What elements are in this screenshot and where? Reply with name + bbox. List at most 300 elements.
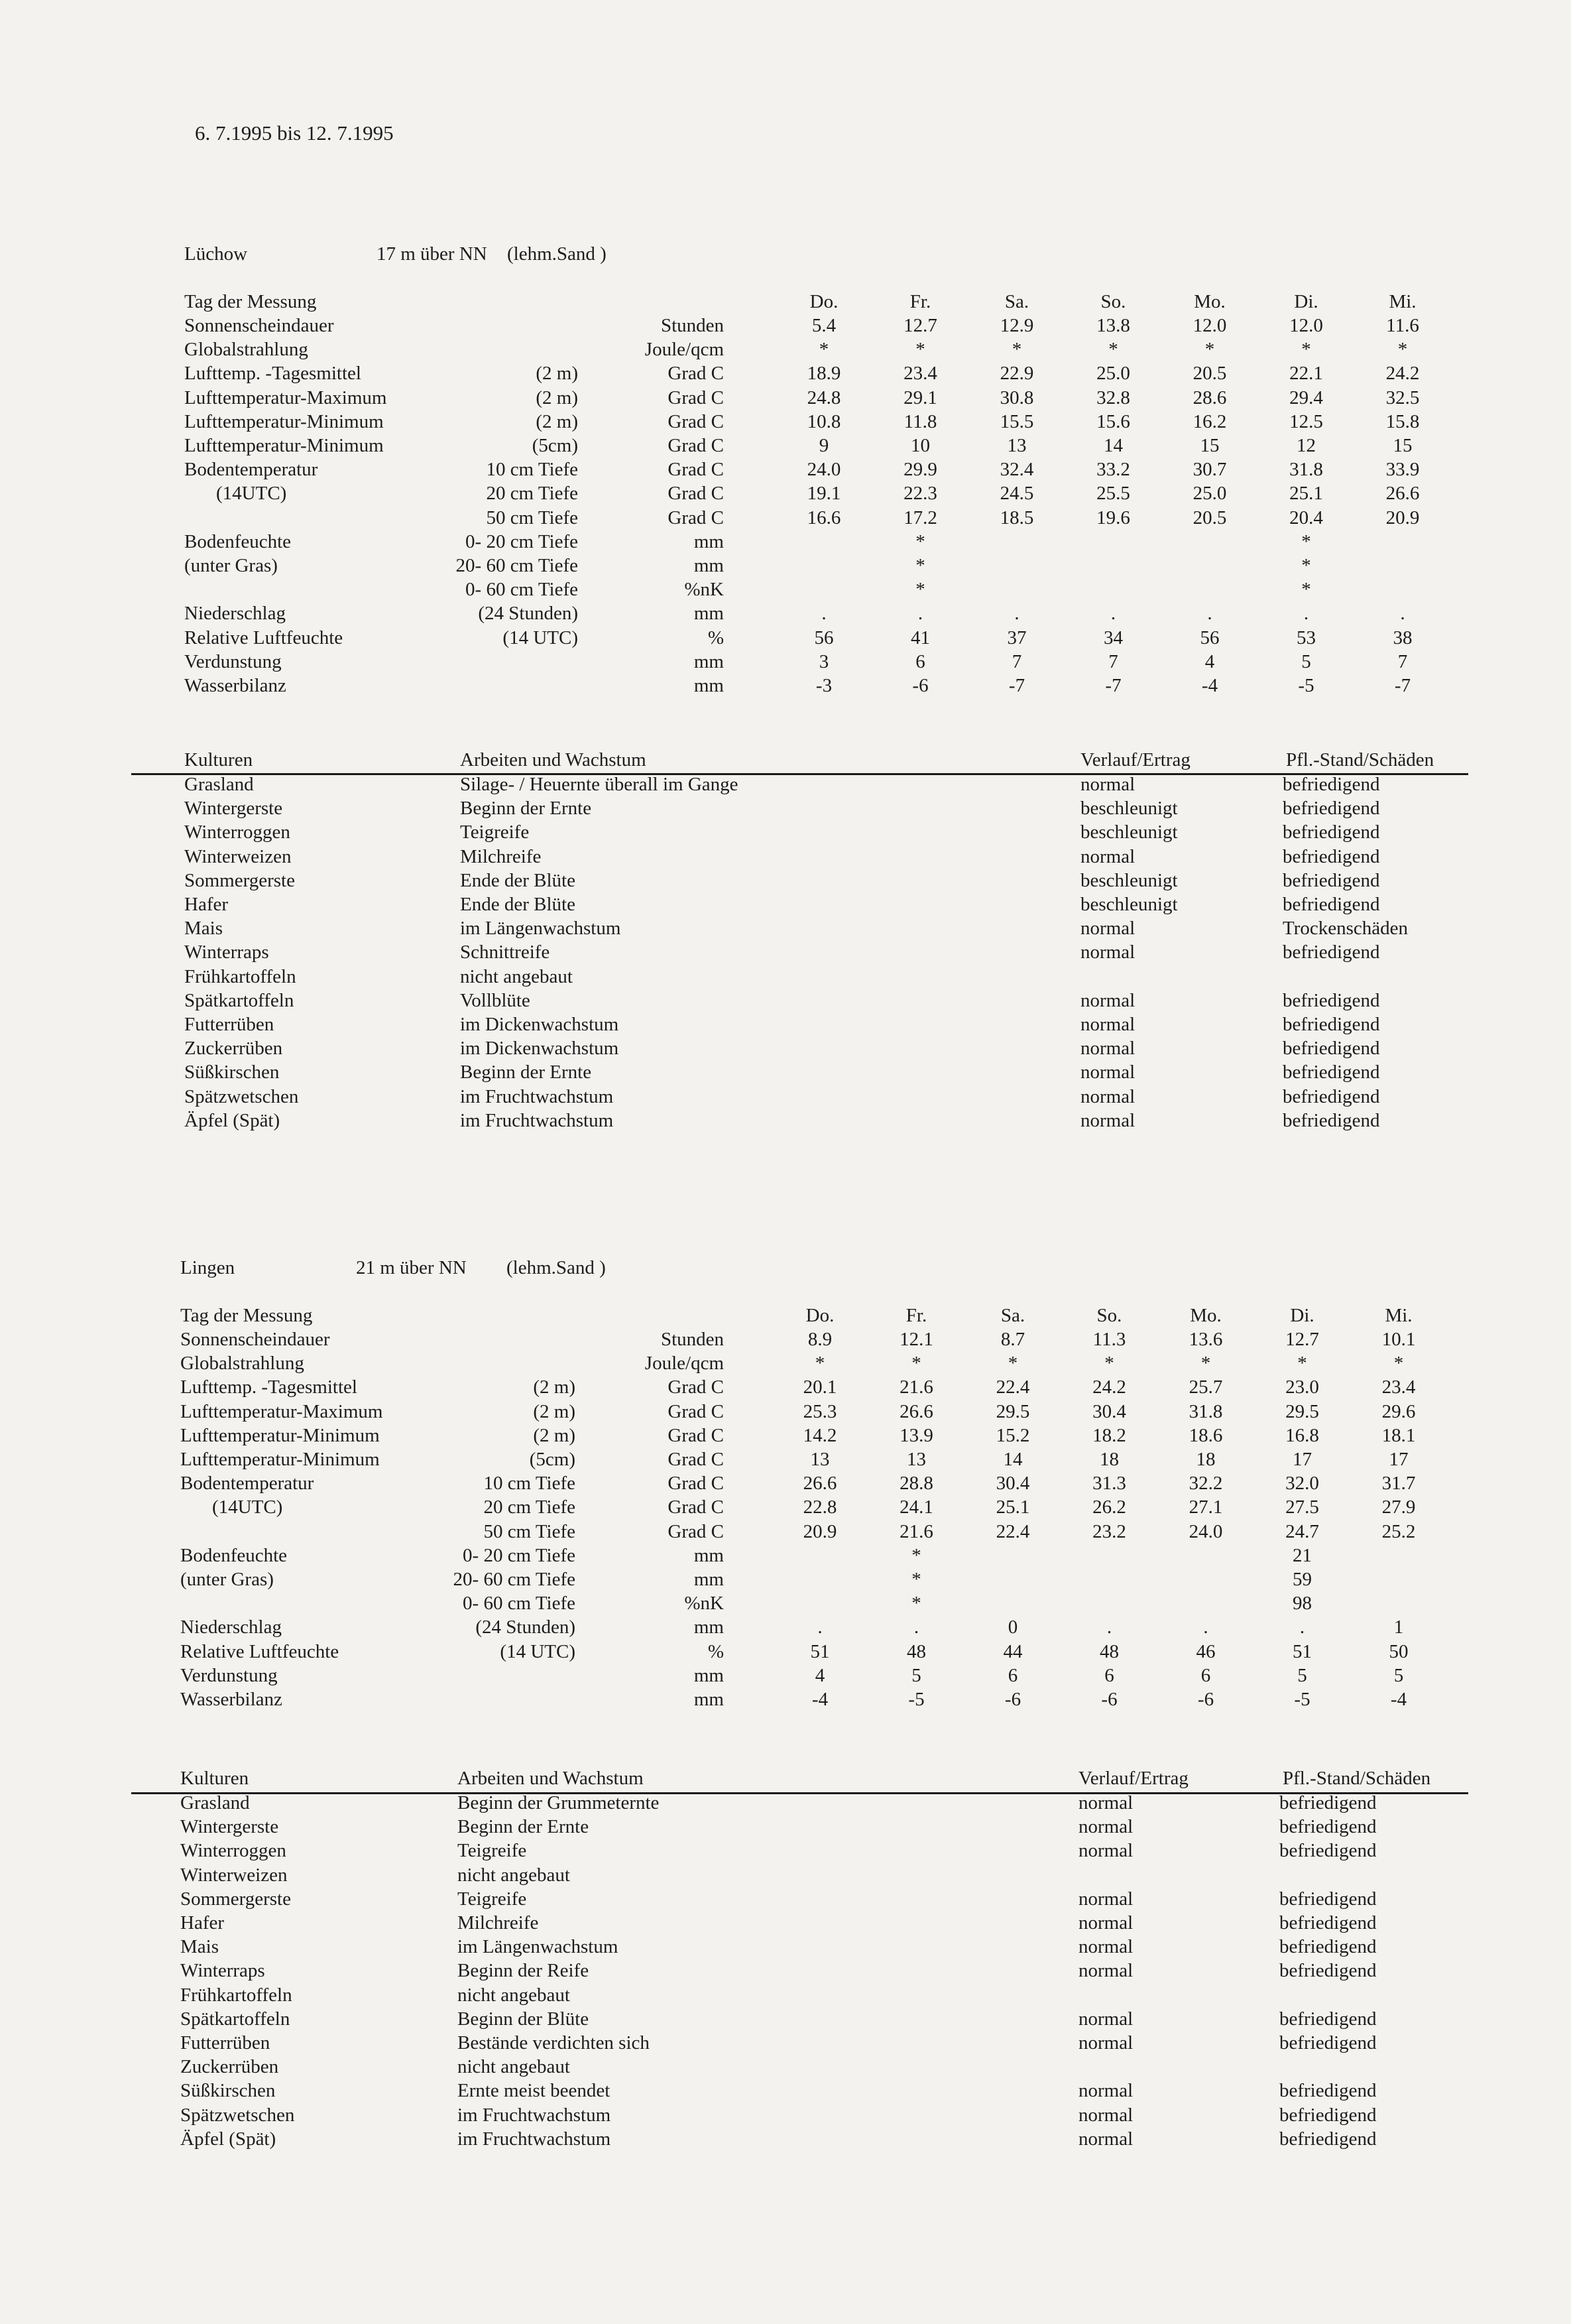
crop-work: im Dickenwachstum xyxy=(460,1038,619,1060)
measure-label: Lufttemp. -Tagesmittel xyxy=(180,1376,357,1398)
measure-value: 11.6 xyxy=(1386,315,1419,336)
crop-progress: beschleunigt xyxy=(1080,798,1178,820)
crop-work: im Fruchtwachstum xyxy=(457,2128,611,2150)
measure-label: Wasserbilanz xyxy=(180,1689,282,1710)
crop-name: Sommergerste xyxy=(180,1888,291,1910)
measure-spec: (2 m) xyxy=(533,1400,575,1422)
measure-label: (unter Gras) xyxy=(180,1569,274,1590)
crop-work: nicht angebaut xyxy=(457,2056,570,2078)
period-heading: 6. 7.1995 bis 12. 7.1995 xyxy=(195,121,394,145)
measure-value: 18.9 xyxy=(807,363,841,385)
crop-name: Wintergerste xyxy=(184,798,283,820)
measure-value: 18 xyxy=(1196,1449,1216,1470)
measure-value: 29.5 xyxy=(1285,1400,1319,1422)
measure-value: * xyxy=(1204,339,1215,361)
crop-condition: befriedigend xyxy=(1279,1888,1377,1910)
measure-spec: 20- 60 cm Tiefe xyxy=(453,1569,575,1590)
measure-value: 31.8 xyxy=(1289,459,1323,481)
measure-value: 19.1 xyxy=(807,483,841,505)
measure-value: 46 xyxy=(1196,1640,1216,1662)
measure-value: 23.4 xyxy=(903,363,937,385)
measure-value: * xyxy=(1301,530,1311,552)
measure-value: 41 xyxy=(911,627,930,648)
crop-name: Winterweizen xyxy=(184,845,292,867)
measure-value: . xyxy=(1299,1617,1305,1638)
measure-unit: Grad C xyxy=(668,1473,724,1495)
measure-value: 17.2 xyxy=(903,507,937,528)
measure-value: 30.4 xyxy=(1092,1400,1126,1422)
measure-label: Sonnenscheindauer xyxy=(184,315,334,336)
measure-spec: 20 cm Tiefe xyxy=(483,1497,575,1518)
measure-label: Bodenfeuchte xyxy=(184,530,292,552)
measure-label: Verdunstung xyxy=(180,1664,278,1686)
measure-label: Relative Luftfeuchte xyxy=(184,627,343,648)
measure-value: -6 xyxy=(1197,1689,1214,1710)
measure-value: 7 xyxy=(1012,650,1022,672)
measure-label: Globalstrahlung xyxy=(180,1353,304,1375)
measure-value: 14 xyxy=(1003,1449,1023,1470)
measure-value: 12.0 xyxy=(1193,315,1227,336)
crop-name: Winterroggen xyxy=(180,1840,286,1862)
measure-value: 26.6 xyxy=(900,1400,933,1422)
measure-value: 22.4 xyxy=(996,1376,1030,1398)
crop-progress: normal xyxy=(1078,1840,1134,1862)
measure-value: 12.9 xyxy=(1000,315,1034,336)
crop-progress: normal xyxy=(1080,989,1135,1011)
crop-work: im Fruchtwachstum xyxy=(460,1109,614,1131)
measure-label: Lufttemperatur-Minimum xyxy=(184,410,384,432)
crop-progress: beschleunigt xyxy=(1080,894,1178,915)
measure-value: 12.0 xyxy=(1289,315,1323,336)
crop-condition: befriedigend xyxy=(1279,2104,1377,2126)
measure-value: -5 xyxy=(908,1689,925,1710)
measure-value: 21 xyxy=(1293,1544,1312,1566)
measure-value: 51 xyxy=(810,1640,830,1662)
crop-name: Spätzwetschen xyxy=(180,2104,295,2126)
measure-label: Lufttemperatur-Minimum xyxy=(180,1449,380,1470)
crop-progress: normal xyxy=(1078,1888,1134,1910)
measure-value: 23.0 xyxy=(1285,1376,1319,1398)
crop-work: Beginn der Ernte xyxy=(460,798,592,820)
crop-name: Winterraps xyxy=(184,942,269,963)
measure-value: 15 xyxy=(1393,435,1413,456)
measure-value: * xyxy=(1301,339,1311,361)
day-header: Do. xyxy=(809,291,839,312)
station-elevation: 21 m über NN xyxy=(356,1257,467,1278)
station-name: Lingen xyxy=(180,1257,235,1278)
measure-value: 31.7 xyxy=(1381,1473,1416,1495)
measure-value: 50 xyxy=(1389,1640,1409,1662)
measure-value: 38 xyxy=(1393,627,1413,648)
crop-progress: normal xyxy=(1078,1960,1134,1982)
station-name: Lüchow xyxy=(184,243,248,265)
measure-value: 8.9 xyxy=(807,1329,833,1350)
measure-spec: (14 UTC) xyxy=(500,1640,575,1662)
crop-work: Teigreife xyxy=(457,1840,527,1862)
measure-value: . xyxy=(917,603,923,625)
measure-value: 26.6 xyxy=(803,1473,837,1495)
measure-unit: Grad C xyxy=(668,1400,724,1422)
crop-name: Äpfel (Spät) xyxy=(180,2128,276,2150)
measure-unit: mm xyxy=(693,1689,724,1710)
measure-label: Lufttemperatur-Maximum xyxy=(180,1400,383,1422)
crop-name: Frühkartoffeln xyxy=(180,1984,292,2006)
measure-unit: Grad C xyxy=(668,1424,724,1446)
crop-work: Milchreife xyxy=(457,1912,539,1933)
crop-work: Schnittreife xyxy=(460,942,550,963)
measure-value: 26.6 xyxy=(1385,483,1420,505)
crop-work: Ernte meist beendet xyxy=(457,2080,611,2102)
measure-value: 13 xyxy=(1007,435,1027,456)
measure-value: -4 xyxy=(811,1689,829,1710)
measure-value: 27.9 xyxy=(1381,1497,1416,1518)
measure-value: 13.6 xyxy=(1189,1329,1223,1350)
measure-value: * xyxy=(1397,339,1408,361)
measure-unit: mm xyxy=(693,1664,724,1686)
measure-value: 24.8 xyxy=(807,387,841,408)
measure-value: 22.3 xyxy=(903,483,937,505)
measure-value: . xyxy=(1110,603,1116,625)
measure-value: 4 xyxy=(815,1664,825,1686)
measure-value: . xyxy=(1207,603,1212,625)
measure-value: * xyxy=(1297,1353,1307,1375)
measure-value: 11.3 xyxy=(1092,1329,1126,1350)
measure-value: * xyxy=(1012,339,1022,361)
measure-value: 24.0 xyxy=(1189,1520,1223,1542)
measure-value: 18.1 xyxy=(1381,1424,1416,1446)
measure-label: Niederschlag xyxy=(180,1617,282,1638)
measure-value: 20.1 xyxy=(803,1376,837,1398)
measure-value: 11.8 xyxy=(903,410,937,432)
crops-header-stand: Pfl.-Stand/Schäden xyxy=(1286,749,1434,770)
measure-value: -7 xyxy=(1394,675,1411,696)
crop-work: nicht angebaut xyxy=(460,965,573,987)
measure-unit: Stunden xyxy=(660,1329,724,1350)
crop-condition: Trockenschäden xyxy=(1283,918,1408,940)
measure-unit: Grad C xyxy=(668,507,724,528)
day-header: Mi. xyxy=(1389,291,1417,312)
day-header: Sa. xyxy=(1000,1305,1025,1326)
crop-progress: normal xyxy=(1078,2032,1134,2053)
measure-value: . xyxy=(1303,603,1309,625)
measure-value: 23.2 xyxy=(1092,1520,1126,1542)
crop-condition: befriedigend xyxy=(1279,1840,1377,1862)
day-header: So. xyxy=(1100,291,1126,312)
crop-progress: normal xyxy=(1078,2008,1134,2030)
measure-value: 25.2 xyxy=(1381,1520,1416,1542)
measure-value: . xyxy=(1106,1617,1112,1638)
crops-header-rule xyxy=(131,1792,1468,1794)
crop-progress: normal xyxy=(1080,1038,1135,1060)
measure-spec: 20- 60 cm Tiefe xyxy=(455,555,578,576)
measure-value: 6 xyxy=(1008,1664,1018,1686)
crop-name: Spätzwetschen xyxy=(184,1085,299,1107)
measure-value: 31.8 xyxy=(1189,1400,1223,1422)
crop-condition: befriedigend xyxy=(1283,942,1380,963)
crop-name: Frühkartoffeln xyxy=(184,965,296,987)
crop-work: Vollblüte xyxy=(460,989,530,1011)
measure-value: 51 xyxy=(1293,1640,1312,1662)
crop-condition: befriedigend xyxy=(1279,2128,1377,2150)
measure-value: 17 xyxy=(1389,1449,1409,1470)
measure-unit: Joule/qcm xyxy=(644,1353,724,1375)
measure-value: 30.7 xyxy=(1193,459,1227,481)
crop-name: Mais xyxy=(180,1936,219,1958)
measure-value: -4 xyxy=(1201,675,1218,696)
measure-spec: 0- 20 cm Tiefe xyxy=(463,1544,575,1566)
measure-label: Bodentemperatur xyxy=(184,459,318,481)
measure-spec: (14 UTC) xyxy=(502,627,578,648)
measure-unit: %nK xyxy=(684,1593,724,1615)
measure-unit: Stunden xyxy=(660,315,724,336)
measure-spec: (2 m) xyxy=(536,410,578,432)
measure-value: 25.0 xyxy=(1193,483,1227,505)
crop-condition: befriedigend xyxy=(1279,1816,1377,1838)
measure-value: 12.7 xyxy=(1285,1329,1319,1350)
measure-value: 22.4 xyxy=(996,1520,1030,1542)
measure-label: Bodentemperatur xyxy=(180,1473,314,1495)
measure-spec: 10 cm Tiefe xyxy=(486,459,578,481)
crop-work: Beginn der Blüte xyxy=(457,2008,589,2030)
crop-name: Süßkirschen xyxy=(180,2080,276,2102)
measure-value: 22.9 xyxy=(1000,363,1034,385)
measure-value: 18.2 xyxy=(1092,1424,1126,1446)
crop-condition: befriedigend xyxy=(1279,2032,1377,2053)
measure-value: -7 xyxy=(1008,675,1025,696)
measure-value: * xyxy=(1108,339,1118,361)
measure-label: Lufttemperatur-Maximum xyxy=(184,387,387,408)
measure-value: 15.8 xyxy=(1385,410,1420,432)
measure-value: 7 xyxy=(1108,650,1118,672)
measure-value: 24.7 xyxy=(1285,1520,1319,1542)
crop-condition: befriedigend xyxy=(1283,1014,1380,1035)
measure-value: -7 xyxy=(1105,675,1122,696)
measure-value: 34 xyxy=(1104,627,1123,648)
measure-value: 15.6 xyxy=(1096,410,1130,432)
crop-name: Mais xyxy=(184,918,223,940)
crop-work: Beginn der Ernte xyxy=(457,1816,589,1838)
measure-value: * xyxy=(911,1569,921,1590)
crop-name: Futterrüben xyxy=(180,2032,270,2053)
crop-progress: normal xyxy=(1078,1912,1134,1933)
crop-progress: normal xyxy=(1080,845,1135,867)
measure-unit: mm xyxy=(693,1617,724,1638)
crop-condition: befriedigend xyxy=(1283,798,1380,820)
measure-unit: Joule/qcm xyxy=(644,339,724,361)
day-header: Mo. xyxy=(1190,1305,1222,1326)
measure-value: 24.2 xyxy=(1092,1376,1126,1398)
measure-value: 13.9 xyxy=(900,1424,933,1446)
crop-name: Zuckerrüben xyxy=(184,1038,283,1060)
measure-value: 14 xyxy=(1104,435,1123,456)
measure-value: 27.5 xyxy=(1285,1497,1319,1518)
crop-work: Milchreife xyxy=(460,845,542,867)
crop-progress: normal xyxy=(1078,2128,1134,2150)
crop-condition: befriedigend xyxy=(1279,1792,1377,1813)
measure-value: 32.2 xyxy=(1189,1473,1223,1495)
measure-label: Lufttemperatur-Minimum xyxy=(184,435,384,456)
measure-value: 16.8 xyxy=(1285,1424,1319,1446)
measure-value: 12.5 xyxy=(1289,410,1323,432)
measure-unit: Grad C xyxy=(668,1520,724,1542)
measure-spec: (5cm) xyxy=(532,435,578,456)
measure-value: 15.2 xyxy=(996,1424,1030,1446)
measure-value: * xyxy=(1200,1353,1211,1375)
crop-work: im Fruchtwachstum xyxy=(457,2104,611,2126)
measure-value: 25.5 xyxy=(1096,483,1130,505)
measure-value: 24.1 xyxy=(900,1497,933,1518)
measure-spec: 50 cm Tiefe xyxy=(483,1520,575,1542)
measure-value: * xyxy=(915,530,925,552)
day-header: So. xyxy=(1096,1305,1122,1326)
measure-value: 20.4 xyxy=(1289,507,1323,528)
crops-header-stand: Pfl.-Stand/Schäden xyxy=(1283,1768,1431,1789)
measure-value: 6 xyxy=(1200,1664,1211,1686)
measure-unit: % xyxy=(707,627,724,648)
measure-value: 32.8 xyxy=(1096,387,1130,408)
crop-work: im Längenwachstum xyxy=(457,1936,618,1958)
measure-value: * xyxy=(1008,1353,1018,1375)
crop-progress: beschleunigt xyxy=(1080,822,1178,843)
crop-work: Beginn der Grummeternte xyxy=(457,1792,660,1813)
measure-value: 5.4 xyxy=(811,315,837,336)
crop-name: Futterrüben xyxy=(184,1014,274,1035)
measure-value: 21.6 xyxy=(900,1520,933,1542)
measure-spec: (2 m) xyxy=(536,387,578,408)
crop-name: Hafer xyxy=(180,1912,225,1933)
station-soil: (lehm.Sand ) xyxy=(506,1257,606,1278)
measure-value: 24.0 xyxy=(807,459,841,481)
measure-value: * xyxy=(1301,579,1311,601)
crop-condition: befriedigend xyxy=(1283,845,1380,867)
measure-value: * xyxy=(911,1353,921,1375)
crop-name: Spätkartoffeln xyxy=(184,989,294,1011)
measure-value: . xyxy=(1014,603,1019,625)
measure-unit: Grad C xyxy=(668,459,724,481)
measure-value: 27.1 xyxy=(1189,1497,1223,1518)
crop-work: im Dickenwachstum xyxy=(460,1014,619,1035)
crop-name: Winterraps xyxy=(180,1960,265,1982)
measure-label: (14UTC) xyxy=(212,1497,283,1518)
measure-value: 12.1 xyxy=(900,1329,933,1350)
measure-value: 17 xyxy=(1293,1449,1312,1470)
measure-value: * xyxy=(815,1353,825,1375)
measure-value: -5 xyxy=(1298,675,1314,696)
crop-name: Grasland xyxy=(180,1792,250,1813)
station-elevation: 17 m über NN xyxy=(377,243,487,265)
measure-value: 28.8 xyxy=(900,1473,933,1495)
measure-spec: (2 m) xyxy=(536,363,578,385)
crop-name: Sommergerste xyxy=(184,869,295,891)
crop-condition: befriedigend xyxy=(1279,2008,1377,2030)
measure-value: 8.7 xyxy=(1000,1329,1025,1350)
measure-value: 24.5 xyxy=(1000,483,1034,505)
measure-value: 33.2 xyxy=(1096,459,1130,481)
crop-condition: befriedigend xyxy=(1279,1960,1377,1982)
measure-value: 32.4 xyxy=(1000,459,1034,481)
measure-value: . xyxy=(913,1617,919,1638)
measure-value: * xyxy=(911,1593,921,1615)
crop-progress: normal xyxy=(1078,1792,1134,1813)
measure-spec: (2 m) xyxy=(533,1424,575,1446)
measure-value: * xyxy=(1301,555,1311,576)
measure-value: 59 xyxy=(1293,1569,1312,1590)
measure-value: 4 xyxy=(1204,650,1215,672)
measure-value: 12.7 xyxy=(903,315,937,336)
crop-work: Bestände verdichten sich xyxy=(457,2032,650,2053)
crop-condition: befriedigend xyxy=(1279,1936,1377,1958)
measure-value: 14.2 xyxy=(803,1424,837,1446)
measure-value: 12 xyxy=(1297,435,1316,456)
measure-unit: mm xyxy=(693,603,724,625)
measure-value: 29.5 xyxy=(996,1400,1030,1422)
measure-value: 30.4 xyxy=(996,1473,1030,1495)
crop-name: Winterroggen xyxy=(184,822,290,843)
measure-spec: (5cm) xyxy=(529,1449,575,1470)
measure-unit: Grad C xyxy=(668,483,724,505)
measure-value: 16.6 xyxy=(807,507,841,528)
days-label: Tag der Messung xyxy=(180,1305,313,1326)
days-label: Tag der Messung xyxy=(184,291,317,312)
crop-progress: normal xyxy=(1078,1936,1134,1958)
crop-condition: befriedigend xyxy=(1283,1109,1380,1131)
measure-value: -3 xyxy=(815,675,833,696)
measure-value: 20.5 xyxy=(1193,363,1227,385)
measure-value: 5 xyxy=(1393,1664,1404,1686)
crop-work: Ende der Blüte xyxy=(460,894,575,915)
measure-value: 23.4 xyxy=(1381,1376,1416,1398)
measure-value: * xyxy=(915,579,925,601)
measure-value: -6 xyxy=(912,675,929,696)
crop-progress: normal xyxy=(1078,2080,1134,2102)
day-header: Fr. xyxy=(905,1305,927,1326)
crop-work: Ende der Blüte xyxy=(460,869,575,891)
measure-label: Wasserbilanz xyxy=(184,675,286,696)
measure-value: 24.2 xyxy=(1385,363,1420,385)
measure-value: 25.0 xyxy=(1096,363,1130,385)
crops-header-verlauf: Verlauf/Ertrag xyxy=(1080,749,1191,770)
crop-condition: befriedigend xyxy=(1279,1912,1377,1933)
crop-work: im Längenwachstum xyxy=(460,918,621,940)
measure-value: 18 xyxy=(1100,1449,1119,1470)
measure-spec: 50 cm Tiefe xyxy=(486,507,578,528)
crop-work: Beginn der Reife xyxy=(457,1960,589,1982)
crop-work: nicht angebaut xyxy=(457,1864,570,1886)
measure-value: 56 xyxy=(1200,627,1220,648)
day-header: Sa. xyxy=(1004,291,1029,312)
measure-value: 20.9 xyxy=(803,1520,837,1542)
measure-value: 20.9 xyxy=(1385,507,1420,528)
crop-name: Winterweizen xyxy=(180,1864,288,1886)
day-header: Di. xyxy=(1290,1305,1314,1326)
measure-label: Lufttemperatur-Minimum xyxy=(180,1424,380,1446)
crop-condition: befriedigend xyxy=(1283,894,1380,915)
measure-value: 5 xyxy=(1301,650,1311,672)
measure-unit: mm xyxy=(693,555,724,576)
day-header: Mi. xyxy=(1385,1305,1413,1326)
crop-condition: befriedigend xyxy=(1283,774,1380,795)
crop-progress: normal xyxy=(1080,918,1135,940)
crop-progress: normal xyxy=(1078,2104,1134,2126)
measure-label: Relative Luftfeuchte xyxy=(180,1640,339,1662)
measure-value: 10.1 xyxy=(1381,1329,1416,1350)
crop-progress: normal xyxy=(1080,942,1135,963)
crop-condition: befriedigend xyxy=(1283,1062,1380,1083)
measure-spec: 0- 60 cm Tiefe xyxy=(463,1593,575,1615)
day-header: Di. xyxy=(1294,291,1318,312)
measure-value: * xyxy=(915,555,925,576)
measure-value: 25.7 xyxy=(1189,1376,1223,1398)
